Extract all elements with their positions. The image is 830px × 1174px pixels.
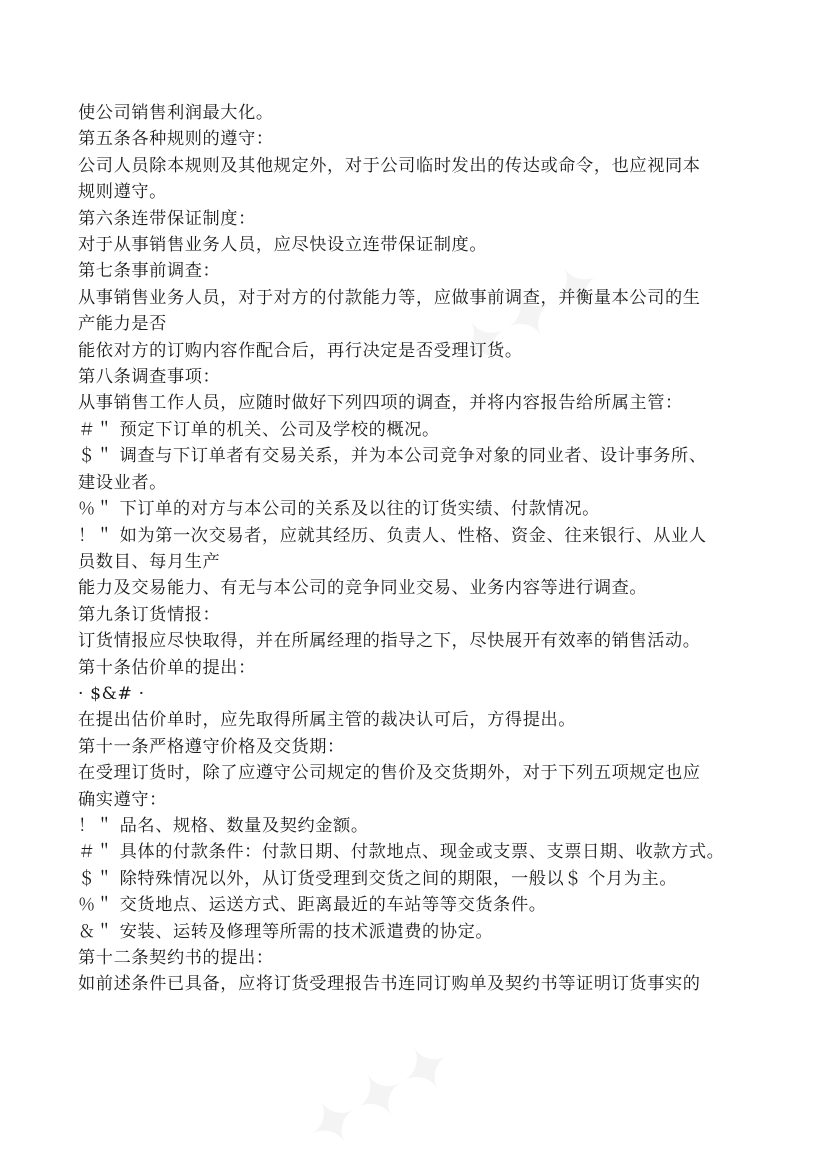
text-line: 在提出估价单时，应先取得所属主管的裁决认可后，方得提出。 bbox=[78, 710, 577, 731]
article-heading: 第六条连带保证制度： bbox=[78, 208, 256, 229]
article-heading: 第十二条契约书的提出： bbox=[78, 948, 274, 968]
text-line: 从事销售工作人员，应随时做好下列四项的调查，并将内容报告给所属主管： bbox=[78, 393, 683, 414]
watermark: ✦✦✦ bbox=[292, 1024, 469, 1170]
text-line: 产能力是否 bbox=[78, 314, 167, 335]
list-item: ％＂ 下订单的对方与本公司的关系及以往的订货实绩、付款情况。 bbox=[78, 499, 600, 520]
text-line: 对于从事销售业务人员，应尽快设立连带保证制度。 bbox=[78, 235, 488, 256]
watermark: ✦✦✦ bbox=[442, 244, 619, 390]
text-line: 公司人员除本规则及其他规定外，对于公司临时发出的传达或命令，也应视同本 bbox=[78, 155, 701, 176]
text-line: 规则遵守。 bbox=[78, 182, 167, 203]
list-item: ＆＂ 安装、运转及修理等所需的技术派遣费的协定。 bbox=[78, 921, 494, 942]
article-heading: 第十条估价单的提出： bbox=[78, 657, 256, 678]
list-item: ！＂ 如为第一次交易者，应就其经历、负责人、性格、资金、往来银行、从业人 bbox=[78, 525, 707, 546]
text-line: 使公司销售利润最大化。 bbox=[78, 103, 274, 123]
list-item: ！＂ 品名、规格、数量及契约金额。 bbox=[78, 815, 369, 836]
article-heading: 第七条事前调查： bbox=[78, 261, 221, 282]
article-heading: 第十一条严格遵守价格及交货期： bbox=[78, 736, 345, 757]
article-heading: 第九条订货情报： bbox=[78, 604, 221, 625]
list-item: ＃＂ 具体的付款条件：付款日期、付款地点、现金或支票、支票日期、收款方式。 bbox=[78, 842, 725, 863]
list-item: ＄＂ 调查与下订单者有交易关系，并为本公司竞争对象的同业者、设计事务所、 bbox=[78, 446, 707, 467]
text-line: 能力及交易能力、有无与本公司的竞争同业交易、业务内容等进行调查。 bbox=[78, 578, 648, 599]
text-line: 如前述条件已具备，应将订货受理报告书连同订购单及契约书等证明订货事实的 bbox=[78, 974, 701, 995]
list-item: ＄＂ 除特殊情况以外，从订货受理到交货之间的期限，一般以＄ 个月为主。 bbox=[78, 868, 678, 889]
text-line: 订货情报应尽快取得，并在所属经理的指导之下，尽快展开有效率的销售活动。 bbox=[78, 631, 701, 652]
article-heading: 第八条调查事项： bbox=[78, 367, 221, 388]
text-line: 从事销售业务人员，对于对方的付款能力等，应做事前调查，并衡量本公司的生 bbox=[78, 287, 701, 308]
list-item: ＃＂ 预定下订单的机关、公司及学校的概况。 bbox=[78, 419, 440, 440]
text-line: 能依对方的订购内容作配合后，再行决定是否受理订货。 bbox=[78, 340, 523, 361]
document-body bbox=[78, 100, 768, 998]
text-line: 在受理订货时，除了应遵守公司规定的售价及交货期外，对于下列五项规定也应 bbox=[78, 763, 701, 784]
text-line: · $&# · bbox=[78, 683, 145, 704]
text-line: 员数目、每月生产 bbox=[78, 551, 221, 572]
text-line: 确实遵守： bbox=[78, 789, 167, 810]
article-heading: 第五条各种规则的遵守： bbox=[78, 129, 274, 150]
text-line: 建设业者。 bbox=[78, 472, 167, 493]
list-item: ％＂ 交货地点、运送方式、距离最近的车站等等交货条件。 bbox=[78, 895, 547, 916]
